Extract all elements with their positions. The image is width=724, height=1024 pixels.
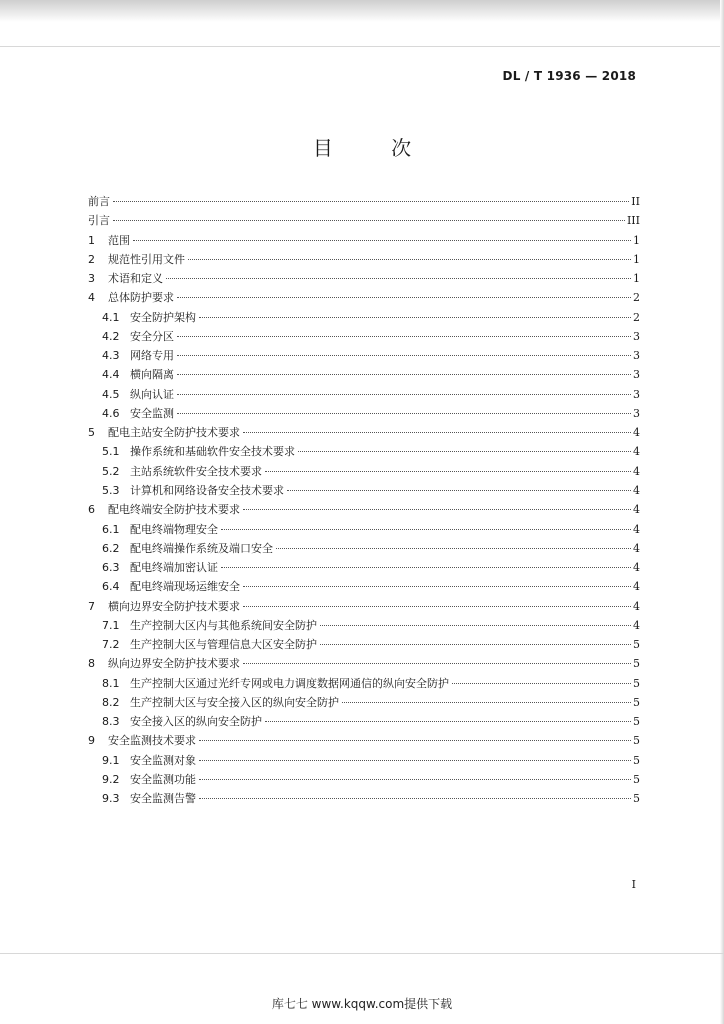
toc-entry-title: 配电终端物理安全 — [130, 522, 218, 536]
toc-dot-leader — [265, 721, 631, 722]
page-number: I — [631, 878, 636, 891]
toc-dot-leader — [166, 278, 631, 279]
toc-entry-page: 4 — [633, 599, 640, 613]
toc-entry-title: 术语和定义 — [108, 272, 163, 286]
toc-entry[interactable] — [88, 520, 640, 539]
toc-dot-leader — [177, 413, 631, 414]
toc-entry-page: 4 — [633, 522, 640, 536]
toc-entry[interactable] — [88, 597, 640, 616]
toc-entry-page: 5 — [633, 638, 640, 652]
toc-dot-leader — [177, 355, 631, 356]
toc-entry-number: 4.5 — [102, 387, 120, 401]
toc-entry-title: 配电终端加密认证 — [130, 561, 218, 575]
toc-dot-leader — [243, 606, 631, 607]
toc-dot-leader — [342, 702, 631, 703]
toc-entry[interactable] — [88, 500, 640, 519]
toc-entry-title: 安全监测技术要求 — [108, 734, 196, 748]
toc-dot-leader — [177, 394, 631, 395]
toc-entry[interactable] — [88, 269, 640, 288]
toc-entry[interactable] — [88, 770, 640, 789]
toc-entry-page: 4 — [633, 503, 640, 517]
toc-entry[interactable] — [88, 577, 640, 596]
toc-entry-page: 2 — [633, 310, 640, 324]
toc-entry[interactable] — [88, 404, 640, 423]
toc-entry-page: 1 — [633, 233, 640, 247]
toc-entry-title: 安全接入区的纵向安全防护 — [130, 715, 262, 729]
toc-entry-number: 6.3 — [102, 561, 120, 575]
toc-entry[interactable] — [88, 308, 640, 327]
toc-dot-leader — [113, 220, 625, 221]
toc-entry-number: 2 — [88, 252, 95, 266]
scan-shadow-top — [0, 0, 724, 22]
toc-entry-number: 9.3 — [102, 792, 120, 806]
toc-entry-page: 4 — [633, 541, 640, 555]
toc-entry-page: III — [626, 214, 640, 228]
toc-entry-title: 配电终端安全防护技术要求 — [108, 503, 240, 517]
toc-dot-leader — [177, 336, 631, 337]
toc-dot-leader — [243, 663, 631, 664]
toc-entry-title: 安全监测告警 — [130, 792, 196, 806]
toc-entry-page: 5 — [633, 695, 640, 709]
toc-entry-title: 范围 — [108, 233, 130, 247]
toc-entry-page: 3 — [633, 329, 640, 343]
toc-dot-leader — [177, 297, 631, 298]
toc-entry-number: 6 — [88, 503, 95, 517]
page-title: 目 次 — [312, 136, 438, 160]
toc-entry-number: 7.1 — [102, 618, 120, 632]
toc-dot-leader — [243, 509, 631, 510]
toc-dot-leader — [199, 740, 631, 741]
toc-entry-number: 8.1 — [102, 676, 120, 690]
toc-entry-page: 5 — [633, 753, 640, 767]
toc-entry-page: 5 — [633, 772, 640, 786]
toc-entry[interactable] — [88, 327, 640, 346]
toc-entry-number: 8.2 — [102, 695, 120, 709]
toc-entry-page: 2 — [633, 291, 640, 305]
toc-entry-title: 网络专用 — [130, 349, 174, 363]
toc-dot-leader — [320, 625, 631, 626]
toc-entry-title: 引言 — [88, 214, 110, 228]
toc-entry-title: 前言 — [88, 195, 110, 208]
toc-entry-page: 5 — [633, 676, 640, 690]
toc-entry-title: 配电终端现场运维安全 — [130, 580, 240, 594]
toc-entry[interactable] — [88, 751, 640, 770]
toc-dot-leader — [199, 760, 631, 761]
toc-entry-page: 4 — [633, 561, 640, 575]
toc-entry[interactable] — [88, 616, 640, 635]
toc-entry-page: 4 — [633, 580, 640, 594]
toc-dot-leader — [298, 451, 631, 452]
toc-entry-page: 4 — [633, 618, 640, 632]
toc-entry-number: 1 — [88, 233, 95, 247]
toc-entry-title: 安全监测 — [130, 406, 174, 420]
toc-entry-title: 安全防护架构 — [130, 310, 196, 324]
toc-entry-title: 纵向边界安全防护技术要求 — [108, 657, 240, 671]
toc-dot-leader — [188, 259, 631, 260]
toc-entry[interactable] — [88, 250, 640, 269]
toc-entry-page: 4 — [633, 445, 640, 459]
toc-entry-page: 3 — [633, 387, 640, 401]
toc-entry-title: 计算机和网络设备安全技术要求 — [130, 483, 284, 497]
toc-entry-title: 主站系统软件安全技术要求 — [130, 464, 262, 478]
toc-entry-number: 5.2 — [102, 464, 120, 478]
toc-entry-number: 8.3 — [102, 715, 120, 729]
toc-entry-number: 5.1 — [102, 445, 120, 459]
toc-entry-title: 横向边界安全防护技术要求 — [108, 599, 240, 613]
toc-entry[interactable] — [88, 539, 640, 558]
toc-entry[interactable] — [88, 365, 640, 384]
toc-dot-leader — [133, 240, 631, 241]
toc-entry-title: 生产控制大区与管理信息大区安全防护 — [130, 638, 317, 652]
toc-entry-page: 3 — [633, 406, 640, 420]
toc-dot-leader — [287, 490, 631, 491]
toc-entry-title: 生产控制大区与安全接入区的纵向安全防护 — [130, 695, 339, 709]
toc-entry-page: 1 — [633, 252, 640, 266]
toc-entry-number: 9.2 — [102, 772, 120, 786]
toc-entry-title: 安全监测功能 — [130, 772, 196, 786]
toc-entry[interactable] — [88, 693, 640, 712]
toc-entry-number: 9 — [88, 734, 95, 748]
toc-entry-number: 9.1 — [102, 753, 120, 767]
toc-entry[interactable] — [88, 674, 640, 693]
toc-entry-number: 5 — [88, 426, 95, 440]
toc-dot-leader — [452, 683, 631, 684]
toc-dot-leader — [243, 432, 631, 433]
toc-entry-number: 5.3 — [102, 483, 120, 497]
toc-dot-leader — [320, 644, 631, 645]
toc-entry-title: 配电终端操作系统及端口安全 — [130, 541, 273, 555]
toc-entry-page: 5 — [633, 657, 640, 671]
toc-entry-page: 4 — [633, 464, 640, 478]
toc-entry-page: 5 — [633, 792, 640, 806]
download-footer: 库七七 www.kqqw.com提供下载 — [271, 997, 453, 1011]
toc-entry-page: 1 — [633, 272, 640, 286]
toc-entry[interactable] — [88, 288, 640, 307]
toc-entry[interactable] — [88, 462, 640, 481]
toc-dot-leader — [113, 201, 629, 202]
toc-entry-title: 操作系统和基础软件安全技术要求 — [130, 445, 295, 459]
toc-entry-title: 生产控制大区通过光纤专网或电力调度数据网通信的纵向安全防护 — [130, 676, 449, 690]
toc-dot-leader — [243, 586, 631, 587]
toc-dot-leader — [265, 471, 631, 472]
toc-entry-number: 4.3 — [102, 349, 120, 363]
toc-entry-page: II — [631, 195, 640, 208]
toc-entry[interactable] — [88, 712, 640, 731]
toc-dot-leader — [199, 317, 631, 318]
toc-entry[interactable] — [88, 635, 640, 654]
toc-entry-title: 配电主站安全防护技术要求 — [108, 426, 240, 440]
toc-dot-leader — [276, 548, 631, 549]
toc-entry[interactable] — [88, 346, 640, 365]
toc-entry-title: 安全分区 — [130, 329, 174, 343]
toc-entry[interactable] — [88, 558, 640, 577]
toc-entry[interactable] — [88, 481, 640, 500]
toc-entry-title: 生产控制大区内与其他系统间安全防护 — [130, 618, 317, 632]
toc-entry-title: 横向隔离 — [130, 368, 174, 382]
toc-entry-title: 纵向认证 — [130, 387, 174, 401]
toc-entry-page: 5 — [633, 715, 640, 729]
toc-entry[interactable] — [88, 211, 640, 230]
toc-entry-page: 3 — [633, 349, 640, 363]
toc-entry[interactable] — [88, 192, 640, 211]
scan-edge-line — [0, 46, 724, 47]
toc-entry[interactable] — [88, 423, 640, 442]
document-code: DL / T 1936 — 2018 — [502, 69, 636, 83]
toc-entry-number: 6.4 — [102, 580, 120, 594]
toc-entry-number: 6.1 — [102, 522, 120, 536]
toc-dot-leader — [221, 567, 631, 568]
toc-dot-leader — [199, 779, 631, 780]
toc-entry-number: 7.2 — [102, 638, 120, 652]
toc-entry-number: 4.1 — [102, 310, 120, 324]
toc-entry-page: 3 — [633, 368, 640, 382]
toc-entry-number: 4.2 — [102, 329, 120, 343]
toc-entry[interactable] — [88, 385, 640, 404]
toc-entry-title: 规范性引用文件 — [108, 252, 185, 266]
scan-edge-line — [0, 953, 724, 954]
toc-entry-page: 5 — [633, 734, 640, 748]
toc-entry-number: 4 — [88, 291, 95, 305]
toc-entry-page: 4 — [633, 483, 640, 497]
toc-entry-number: 4.6 — [102, 406, 120, 420]
toc-entry-number: 7 — [88, 599, 95, 613]
toc-entry[interactable] — [88, 731, 640, 750]
toc-entry-number: 3 — [88, 272, 95, 286]
toc-entry-page: 4 — [633, 426, 640, 440]
toc-entry[interactable] — [88, 789, 640, 808]
toc-entry-number: 4.4 — [102, 368, 120, 382]
table-of-contents — [88, 192, 640, 809]
toc-entry[interactable] — [88, 654, 640, 673]
toc-dot-leader — [199, 798, 631, 799]
toc-entry[interactable] — [88, 231, 640, 250]
toc-entry-title: 安全监测对象 — [130, 753, 196, 767]
toc-dot-leader — [177, 374, 631, 375]
toc-entry-title: 总体防护要求 — [108, 291, 174, 305]
toc-entry-number: 6.2 — [102, 541, 120, 555]
toc-entry-number: 8 — [88, 657, 95, 671]
toc-dot-leader — [221, 529, 631, 530]
toc-entry[interactable] — [88, 442, 640, 461]
